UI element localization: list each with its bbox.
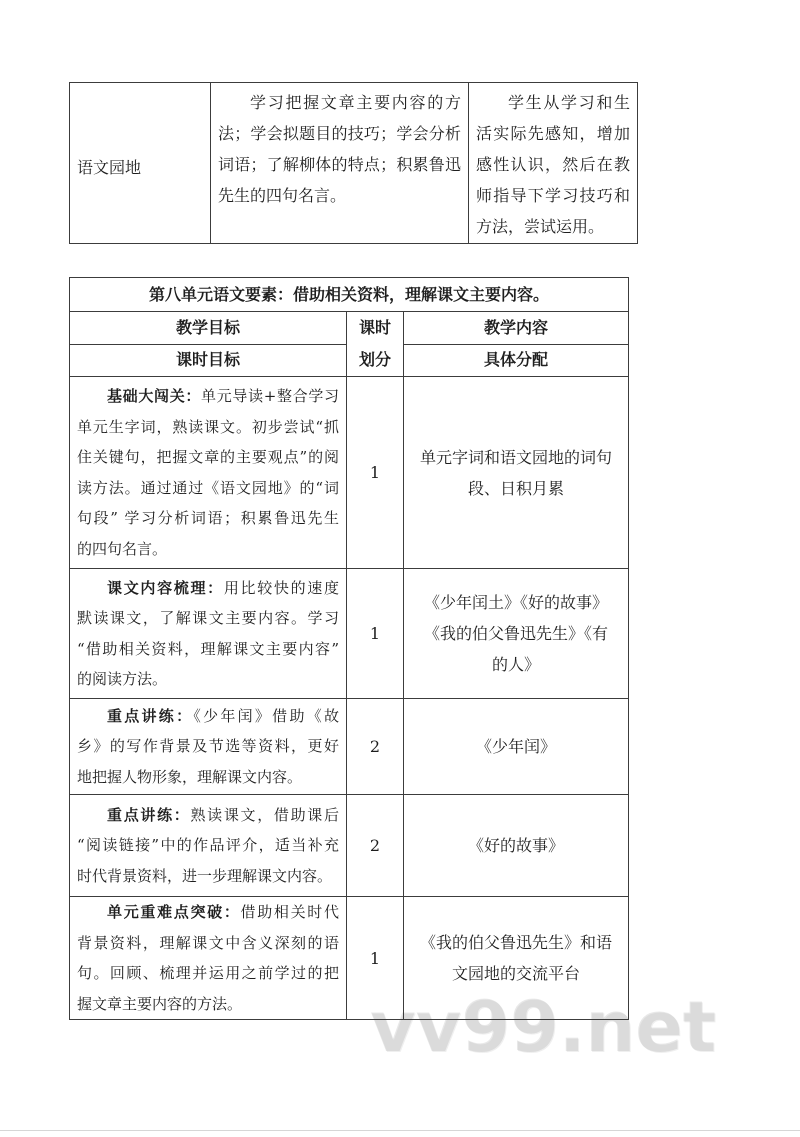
text-line: 《我的伯父鲁迅先生》《有 [424,624,609,643]
table-row [70,569,629,699]
text-line: 乡》的写作背景及节选等资料，更好 [77,737,339,756]
goal-label: 课文内容梳理： [107,578,224,597]
table-row [70,897,629,1020]
text-line: 法；学会拟题目的技巧；学会分析 [218,124,461,143]
unit-plan-table [69,277,629,1020]
goal-text: 熟读课文，借助课后 [190,805,339,824]
hours-cell: 2 [347,795,404,897]
header-content-allocation: 具体分配 [404,344,629,377]
text-line: “阅读链接”中的作品评介，适当补充 [77,836,339,855]
table-row [70,377,629,569]
lesson-goal-cell [70,569,347,699]
text-line [77,573,339,604]
text-line: 学习把握文章主要内容的方 [250,93,461,112]
goal-text: 单元导读+整合学习 [201,387,339,405]
text-line: 活实际先感知，增加 [476,124,630,143]
text-line: 单元生字词，熟读课文。初步尝试“抓 [77,417,339,436]
lesson-plan-table-continued [69,82,638,244]
text-line: 《好的故事》 [468,836,565,855]
goal-text: 借助相关时代 [240,903,339,921]
text-line: 词语；了解柳体的特点；积累鲁迅 [218,155,461,174]
header-class-hours-top: 课时 [358,318,391,337]
hours-cell: 1 [347,377,404,569]
goal-text: 用比较快的速度 [223,578,339,597]
text-line: 《少年闰土》《好的故事》 [424,593,609,612]
text-line: 背景资料，理解课文中含义深刻的语 [77,933,339,952]
text-line: 段、日积月累 [468,478,565,498]
header-teaching-goal: 教学目标 [70,312,347,345]
text-line: 句段” 学习分析词语；积累鲁迅先生 [77,509,339,527]
content-cell [404,699,629,795]
text-line [77,701,339,732]
goals-cell [211,83,469,244]
text-line: 的人》 [492,655,541,674]
text-line: 单元字词和语文园地的词句 [420,447,613,467]
text-line: 方法，尝试运用。 [476,217,605,236]
text-line: 时代背景资料，进一步理解课文内容。 [77,866,333,885]
unit-heading: 第八单元语文要素：借助相关资料，理解课文主要内容。 [70,278,629,312]
text-line [77,800,339,831]
text-line: 默读课文，了解课文主要内容。学习 [77,609,339,627]
goal-label: 单元重难点突破： [107,903,241,921]
hours-cell: 2 [347,699,404,795]
text-line: 地把握人物形象，理解课文内容。 [77,767,303,786]
goal-label: 基础大闯关： [107,387,202,405]
watermark: vv99.net [370,986,717,1068]
header-class-hours-bottom: 划分 [358,350,391,369]
text-line: 握文章主要内容的方法。 [77,994,243,1013]
lesson-goal-cell [70,897,347,1020]
text-line [77,381,339,412]
content-cell [404,377,629,569]
hours-cell: 1 [347,569,404,699]
table-row [70,795,629,897]
content-cell [404,569,629,699]
text-line: 句。回顾、梳理并运用之前学过的把 [77,964,339,982]
text-line: 《少年闰》 [476,737,557,756]
content-cell [404,897,629,1020]
section-name-cell [70,83,211,244]
goal-label: 重点讲练： [107,706,194,725]
text-line: 住关键句，把握文章的主要观点”的阅 [77,448,339,466]
content-cell [404,795,629,897]
section-name: 语文园地 [77,157,142,177]
header-class-hours [347,312,404,377]
lesson-goal-cell [70,699,347,795]
method-cell [469,83,638,244]
table-header-row [70,312,629,345]
header-teaching-content: 教学内容 [404,312,629,345]
table-row [70,699,629,795]
text-line: 文园地的交流平台 [452,964,581,983]
text-line [77,897,339,928]
table-row [70,83,638,244]
text-line: 感性认识，然后在教 [476,155,630,174]
text-line: “借助相关资料，理解课文主要内容” [77,639,339,658]
text-line: 师指导下学习技巧和 [476,186,630,205]
lesson-goal-cell [70,795,347,897]
goal-label: 重点讲练： [107,805,191,824]
hours-cell: 1 [347,897,404,1020]
text-line: 《我的伯父鲁迅先生》和语 [420,933,613,952]
text-line: 学生从学习和生 [508,93,630,112]
text-line: 的四句名言。 [77,539,168,558]
text-line: 先生的四句名言。 [218,186,347,205]
goal-text: 《少年闰》借助《故 [193,706,339,725]
lesson-goal-cell [70,377,347,569]
table-row [70,278,629,312]
text-line: 读方法。通过通过《语文园地》的“词 [77,478,339,497]
text-line: 的阅读方法。 [77,670,168,688]
header-lesson-goal: 课时目标 [70,344,347,377]
page-edge [0,1130,800,1131]
